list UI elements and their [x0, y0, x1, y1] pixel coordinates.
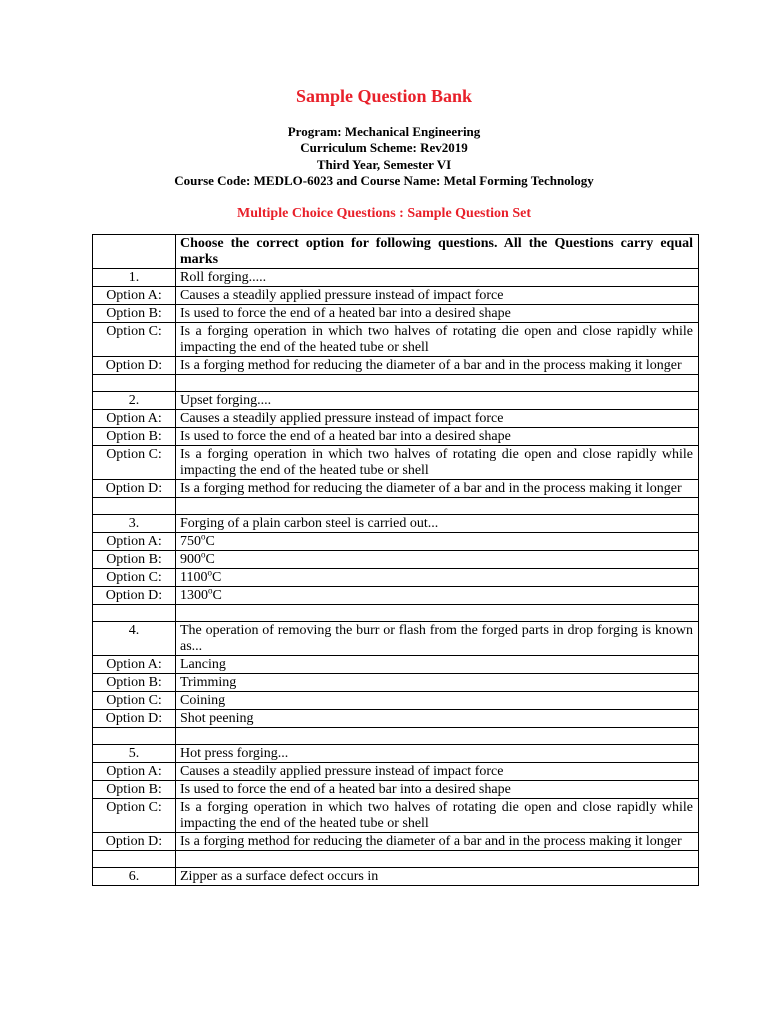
option-row: [93, 287, 699, 305]
question-text: Upset forging....: [176, 392, 699, 410]
section-subtitle: Multiple Choice Questions : Sample Question Set: [236, 206, 531, 221]
option-row: [93, 357, 699, 375]
option-text: Is a forging method for reducing the diameter of a bar and in the process making it longer: [176, 357, 699, 375]
option-row: [93, 305, 699, 323]
spacer-cell: [176, 605, 699, 622]
option-text: Causes a steadily applied pressure instead of impact force: [176, 410, 699, 428]
option-row: [93, 781, 699, 799]
question-row: [93, 745, 699, 763]
option-row: [93, 551, 699, 569]
degree-sign: o: [207, 567, 212, 578]
spacer-row: [93, 605, 699, 622]
option-text: Is used to force the end of a heated bar into a desired shape: [176, 428, 699, 446]
option-label: Option B:: [93, 428, 176, 446]
question-number: 5.: [93, 745, 176, 763]
option-text: Causes a steadily applied pressure instead of impact force: [176, 287, 699, 305]
question-text: The operation of removing the burr or flash from the forged parts in drop forging is known as...: [176, 622, 699, 656]
spacer-cell: [93, 851, 176, 868]
option-text: [176, 533, 699, 551]
option-text: Is a forging method for reducing the diameter of a bar and in the process making it longer: [176, 833, 699, 851]
option-row: [93, 656, 699, 674]
spacer-cell: [176, 375, 699, 392]
spacer-cell: [176, 851, 699, 868]
option-label: Option A:: [93, 763, 176, 781]
question-row: [93, 868, 699, 886]
temperature-value: 750: [180, 534, 201, 549]
option-text: Is a forging operation in which two halves of rotating die open and close rapidly while impacting the end of the heated tube or shell: [176, 799, 699, 833]
option-text: Is used to force the end of a heated bar into a desired shape: [176, 305, 699, 323]
question-row: [93, 269, 699, 287]
option-text: Coining: [176, 692, 699, 710]
spacer-cell: [93, 498, 176, 515]
instruction-label-cell: [93, 235, 176, 269]
option-row: [93, 569, 699, 587]
option-text: Shot peening: [176, 710, 699, 728]
degree-sign: o: [201, 549, 206, 560]
temperature-value: 900: [180, 552, 201, 567]
option-label: Option D:: [93, 833, 176, 851]
option-label: Option A:: [93, 410, 176, 428]
question-number: 4.: [93, 622, 176, 656]
option-label: Option C:: [93, 569, 176, 587]
question-text: Zipper as a surface defect occurs in: [176, 868, 699, 886]
question-row: [93, 392, 699, 410]
spacer-cell: [93, 375, 176, 392]
option-text: Trimming: [176, 674, 699, 692]
option-label: Option C:: [93, 323, 176, 357]
option-label: Option B:: [93, 305, 176, 323]
option-label: Option D:: [93, 587, 176, 605]
spacer-cell: [176, 728, 699, 745]
temperature-unit: C: [205, 552, 215, 567]
question-text: Forging of a plain carbon steel is carried out...: [176, 515, 699, 533]
degree-sign: o: [208, 585, 213, 596]
option-row: [93, 799, 699, 833]
program-line: Program: Mechanical Engineering: [287, 124, 481, 139]
spacer-cell: [93, 728, 176, 745]
course-line: Course Code: MEDLO-6023 and Course Name: Metal Forming Technology: [174, 173, 594, 188]
option-label: Option A:: [93, 287, 176, 305]
instruction-row: [93, 235, 699, 269]
temperature-unit: C: [212, 588, 222, 603]
option-text: [176, 587, 699, 605]
option-row: [93, 410, 699, 428]
option-label: Option C:: [93, 446, 176, 480]
option-label: Option B:: [93, 674, 176, 692]
temperature-unit: C: [211, 570, 222, 585]
degree-sign: o: [201, 531, 206, 542]
temperature-value: 1300: [180, 588, 208, 603]
document-title: Sample Question Bank: [295, 86, 473, 106]
spacer-row: [93, 851, 699, 868]
question-row: [93, 622, 699, 656]
spacer-row: [93, 498, 699, 515]
option-row: [93, 763, 699, 781]
year-line: Third Year, Semester VI: [316, 157, 452, 172]
option-label: Option C:: [93, 799, 176, 833]
option-text: [176, 551, 699, 569]
option-text: Is a forging operation in which two halves of rotating die open and close rapidly while impacting the end of the heated tube or shell: [176, 446, 699, 480]
option-label: Option C:: [93, 692, 176, 710]
option-row: [93, 587, 699, 605]
curriculum-line: Curriculum Scheme: Rev2019: [300, 140, 468, 155]
option-text: [176, 569, 699, 587]
question-text: Roll forging.....: [176, 269, 699, 287]
option-row: [93, 428, 699, 446]
spacer-row: [93, 728, 699, 745]
spacer-row: [93, 375, 699, 392]
temperature-unit: C: [205, 534, 215, 549]
option-text: Causes a steadily applied pressure instead of impact force: [176, 763, 699, 781]
option-label: Option A:: [93, 533, 176, 551]
option-row: [93, 446, 699, 480]
question-table-body: [93, 235, 699, 886]
option-text: Is used to force the end of a heated bar into a desired shape: [176, 781, 699, 799]
spacer-cell: [93, 605, 176, 622]
spacer-cell: [176, 498, 699, 515]
option-text: Lancing: [176, 656, 699, 674]
option-text: Is a forging operation in which two halves of rotating die open and close rapidly while impacting the end of the heated tube or shell: [176, 323, 699, 357]
option-label: Option D:: [93, 710, 176, 728]
question-row: [93, 515, 699, 533]
option-label: Option D:: [93, 357, 176, 375]
question-text: Hot press forging...: [176, 745, 699, 763]
option-label: Option A:: [93, 656, 176, 674]
question-number: 2.: [93, 392, 176, 410]
question-table: [92, 234, 699, 886]
option-label: Option D:: [93, 480, 176, 498]
question-number: 3.: [93, 515, 176, 533]
temperature-value: 1100: [180, 570, 208, 585]
option-row: [93, 323, 699, 357]
question-number: 1.: [93, 269, 176, 287]
question-number: 6.: [93, 868, 176, 886]
option-row: [93, 480, 699, 498]
option-row: [93, 674, 699, 692]
instruction-text: Choose the correct option for following questions. All the Questions carry equal marks: [176, 235, 699, 269]
option-row: [93, 710, 699, 728]
option-text: Is a forging method for reducing the diameter of a bar and in the process making it longer: [176, 480, 699, 498]
option-label: Option B:: [93, 781, 176, 799]
option-row: [93, 692, 699, 710]
option-row: [93, 533, 699, 551]
option-row: [93, 833, 699, 851]
option-label: Option B:: [93, 551, 176, 569]
